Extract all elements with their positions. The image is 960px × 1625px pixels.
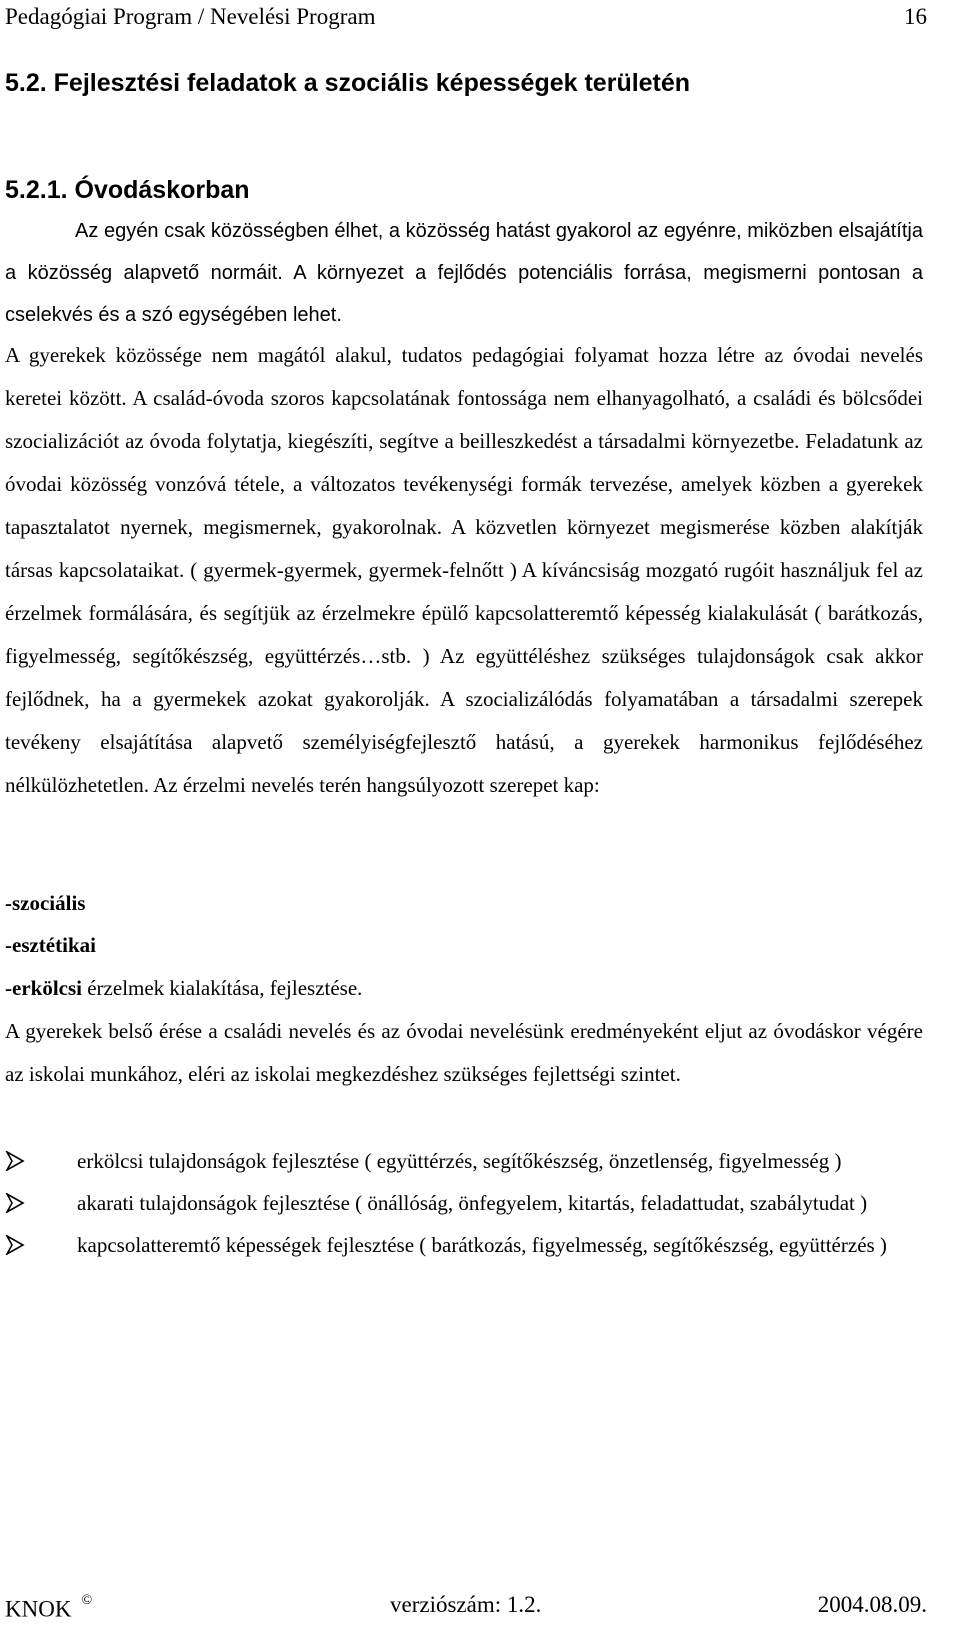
document-title: Pedagógiai Program / Nevelési Program	[5, 4, 376, 29]
emotion-item-label: -esztétikai	[5, 933, 96, 957]
subsection-heading: 5.2.1. Óvodáskorban	[5, 176, 250, 204]
page-header	[5, 2, 927, 32]
emotion-item-aesthetic	[5, 930, 96, 960]
footer-date: 2004.08.09.	[817, 1592, 927, 1617]
list-item	[5, 1140, 923, 1182]
footer-version: verziószám: 1.2.	[390, 1592, 542, 1617]
emotion-item-label: -erkölcsi	[5, 976, 82, 1000]
arrowhead-bullet-icon	[5, 1235, 25, 1255]
emotion-item-social	[5, 888, 85, 918]
emotion-item-moral	[5, 973, 362, 1003]
section-heading: 5.2. Fejlesztési feladatok a szociális képességek területén	[5, 69, 691, 97]
development-list	[5, 1140, 923, 1266]
arrowhead-bullet-icon	[5, 1193, 25, 1213]
list-item-text: erkölcsi tulajdonságok fejlesztése ( együttérzés, segítőkészség, önzetlenség, figyelmesség )	[77, 1149, 842, 1173]
conclusion-paragraph: A gyerekek belső érése a családi nevelés és az óvodai nevelésünk eredményeként eljut az óvodáskor végére az iskolai munkához, eléri az iskolai megkezdéshez szükséges fejlettségi szintet.	[5, 1019, 923, 1086]
emotion-item-text: érzelmek kialakítása, fejlesztése.	[81, 976, 363, 1000]
page-footer	[5, 1590, 927, 1620]
emotion-item-label: -szociális	[5, 891, 86, 915]
main-paragraph: A gyerekek közössége nem magától alakul, tudatos pedagógiai folyamat hozza létre az óvodai nevelés keretei között. A család-óvoda szoros kapcsolatának fontossága nem elhanyagolható, a családi és bölcsődei szocializációt az óvoda folytatja, kiegészíti, segítve a beilleszkedést a társadalmi környezetbe. Feladatunk az óvodai közösség vonzóvá tétele, a változatos tevékenységi formák tervezése, amelyek közben a gyerekek tapasztalatot nyernek, megismernek, gyakorolnak. A közvetlen környezet megismerése közben alakítják társas kapcsolataikat. ( gyermek-gyermek, gyermek-felnőtt ) A kíváncsiság mozgató rugóit használjuk fel az érzelmek formálására, és segítjük az érzelmekre épülő kapcsolatteremtő képesség kialakulását ( barátkozás, figyelmesség, segítőkészség, együttérzés…stb. ) Az együttéléshez szükséges tulajdonságok csak akkor fejlődnek, ha a gyermekek azokat gyakorolják. A szocializálódás folyamatában a társadalmi szerepek tevékeny elsajátítása alapvető személyiségfejlesztő hatású, a gyerekek harmonikus fejlődéséhez nélkülözhetetlen. Az érzelmi nevelés terén hangsúlyozott szerepet kap:	[5, 343, 923, 797]
list-item-text: kapcsolatteremtő képességek fejlesztése ( barátkozás, figyelmesség, segítőkészség, együttérzés )	[77, 1233, 887, 1257]
arrowhead-bullet-icon	[5, 1151, 25, 1171]
intro-paragraph	[5, 210, 923, 336]
page-number: 16	[904, 4, 927, 29]
intro-paragraph-text: Az egyén csak közösségben élhet, a közösség hatást gyakorol az egyénre, miközben elsajátítja a közösség alapvető normáit. A környezet a fejlődés potenciális forrása, megismerni pontosan a cselekvés és a szó egységében lehet.	[5, 220, 923, 326]
list-item	[5, 1182, 923, 1224]
copyright-mark: ©	[81, 1593, 93, 1608]
list-item-text: akarati tulajdonságok fejlesztése ( önállóság, önfegyelem, kitartás, feladattudat, szabálytudat )	[77, 1191, 868, 1215]
list-item	[5, 1224, 923, 1266]
footer-org: KNOK ©	[5, 1593, 93, 1622]
